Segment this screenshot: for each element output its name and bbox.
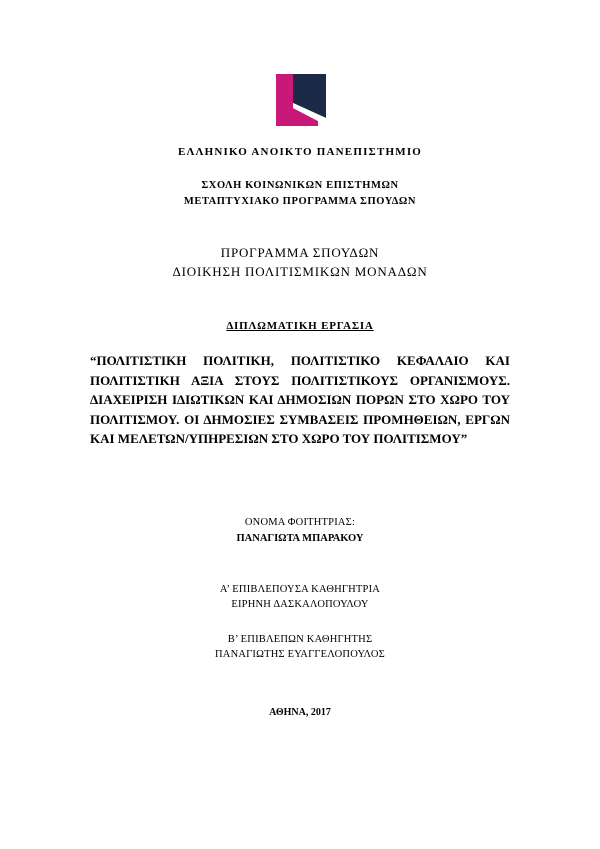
supervisor1-role: Α’ ΕΠΙΒΛΕΠΟΥΣΑ ΚΑΘΗΓΗΤΡΙΑ <box>219 584 381 595</box>
student-label: ΟΝΟΜΑ ΦΟΙΤΗΤΡΙΑΣ: <box>244 517 356 528</box>
thesis-title: “ΠΟΛΙΤΙΣΤΙΚΗ ΠΟΛΙΤΙΚΗ, ΠΟΛΙΤΙΣΤΙΚΟ ΚΕΦΑΛΑΙΟ ΚΑΙ ΠΟΛΙΤΙΣΤΙΚΗ ΑΞΙΑ ΣΤΟΥΣ ΠΟΛΙΤΙΣΤΙΚΟΥΣ ΟΡΓΑΝΙΣΜΟΥΣ. ΔΙΑΧΕΙΡΙΣΗ ΙΔΙΩΤΙΚΩΝ ΚΑΙ ΔΗΜΟΣΙΩΝ ΠΟΡΩΝ ΣΤΟ ΧΩΡΟ ΤΟΥ ΠΟΛΙΤΙΣΜΟΥ. ΟΙ ΔΗΜΟΣΙΕΣ ΣΥΜΒΑΣΕΙΣ ΠΡΟΜΗΘΕΙΩΝ, ΕΡΓΩΝ ΚΑΙ ΜΕΛΕΤΩΝ/ΥΠΗΡΕΣΙΩΝ ΣΤΟ ΧΩΡΟ ΤΟΥ ΠΟΛΙΤΙΣΜΟΥ” <box>90 353 510 447</box>
student-name: ΠΑΝΑΓΙΩΤΑ ΜΠΑΡΑΚΟΥ <box>236 533 364 544</box>
place-date: ΑΘΗΝΑ, 2017 <box>269 707 331 718</box>
program-label: ΠΡΟΓΡΑΜΜΑ ΣΠΟΥΔΩΝ <box>220 245 380 260</box>
supervisor1-name: ΕΙΡΗΝΗ ΔΑΣΚΑΛΟΠΟΥΛΟΥ <box>231 599 369 610</box>
supervisor2-role: Β’ ΕΠΙΒΛΕΠΩΝ ΚΑΘΗΓΗΤΗΣ <box>227 634 373 645</box>
program-name: ΔΙΟΙΚΗΣΗ ΠΟΛΙΤΙΣΜΙΚΩΝ ΜΟΝΑΔΩΝ <box>172 264 428 279</box>
postgraduate-program: ΜΕΤΑΠΤΥΧΙΑΚΟ ΠΡΟΓΡΑΜΜΑ ΣΠΟΥΔΩΝ <box>183 196 417 207</box>
university-name: ΕΛΛΗΝΙΚΟ ΑΝΟΙΚΤΟ ΠΑΝΕΠΙΣΤΗΜΙΟ <box>177 146 423 158</box>
supervisor2-name: ΠΑΝΑΓΙΩΤΗΣ ΕΥΑΓΓΕΛΟΠΟΥΛΟΣ <box>215 649 385 660</box>
university-logo-icon <box>276 74 326 126</box>
school-name: ΣΧΟΛΗ ΚΟΙΝΩΝΙΚΩΝ ΕΠΙΣΤΗΜΩΝ <box>201 180 399 191</box>
thesis-type: ΔΙΠΛΩΜΑΤΙΚΗ ΕΡΓΑΣΙΑ <box>226 320 374 332</box>
